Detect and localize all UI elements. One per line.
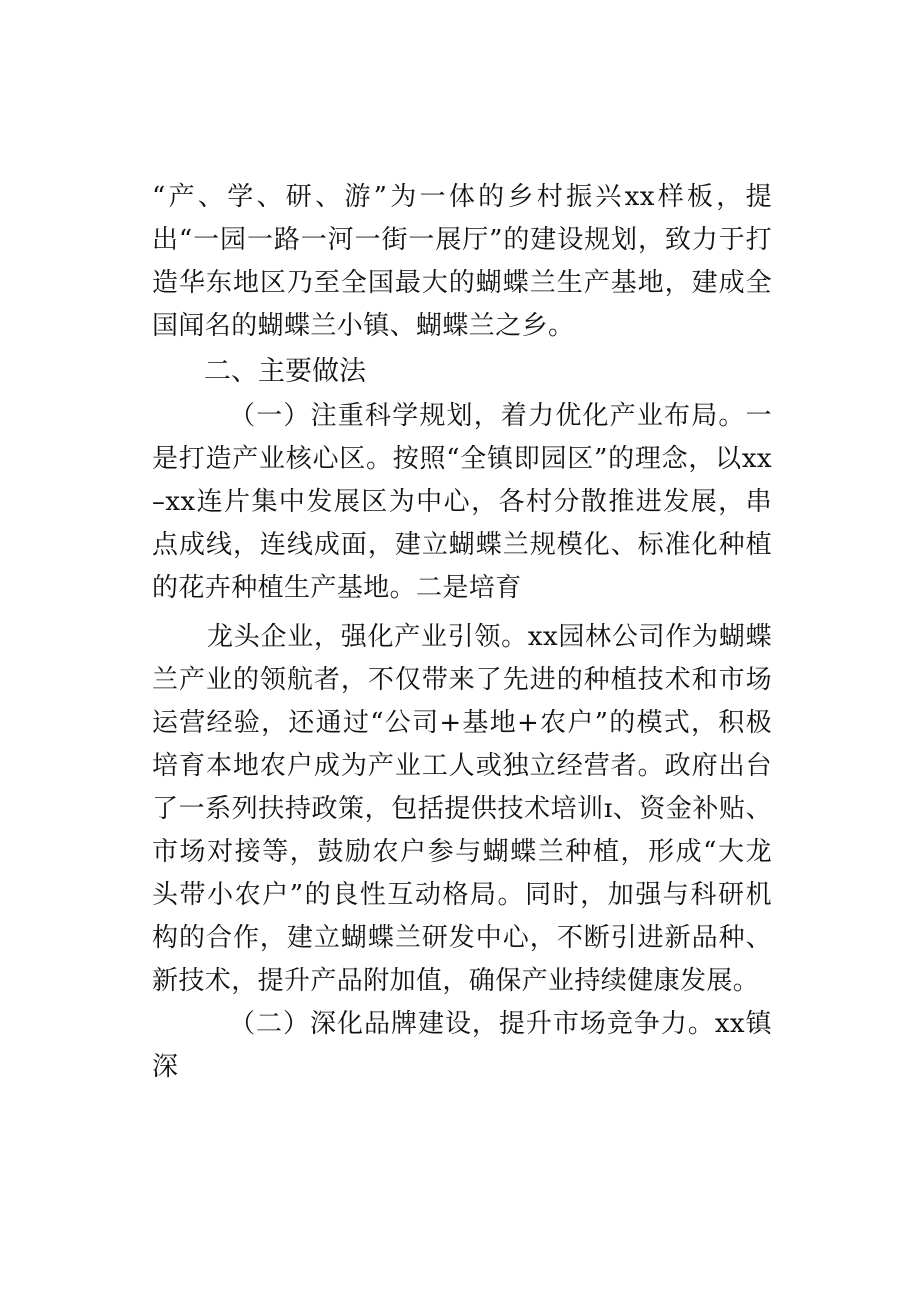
paragraph-intro-continuation: “产、学、研、游”为一体的乡村振兴xx样板，提出“一园一路一河一街一展厅”的建设规划，致力于打造华东地区乃至全国最大的蝴蝶兰生产基地，建成全国闻名的蝴蝶兰小镇、蝴蝶兰之乡。	[152, 182, 772, 341]
document-page	[152, 176, 772, 1089]
paragraph-brand-building: （二）深化品牌建设，提升市场竞争力。xx镇深	[152, 1009, 772, 1082]
paragraph-scientific-planning: （一）注重科学规划，着力优化产业布局。一是打造产业核心区。按照“全镇即园区”的理念，以xx–xx连片集中发展区为中心，各村分散推进发展，串点成线，连线成面，建立蝴蝶兰规模化、标准化种植的花卉种植生产基地。二是培育	[152, 401, 772, 603]
paragraph-leading-enterprise: 龙头企业，强化产业引领。xx园林公司作为蝴蝶兰产业的领航者，不仅带来了先进的种植技术和市场运营经验，还通过“公司+基地+农户”的模式，积极培育本地农户成为产业工人或独立经营者。政府出台了一系列扶持政策，包括提供技术培训ɪ、资金补贴、市场对接等，鼓励农户参与蝴蝶兰种植，形成“大龙头带小农户”的良性互动格局。同时，加强与科研机构的合作，建立蝴蝶兰研发中心，不断引进新品种、新技术，提升产品附加值，确保产业持续健康发展。	[152, 622, 772, 996]
section-heading-main-practices: 二、主要做法	[204, 356, 366, 387]
